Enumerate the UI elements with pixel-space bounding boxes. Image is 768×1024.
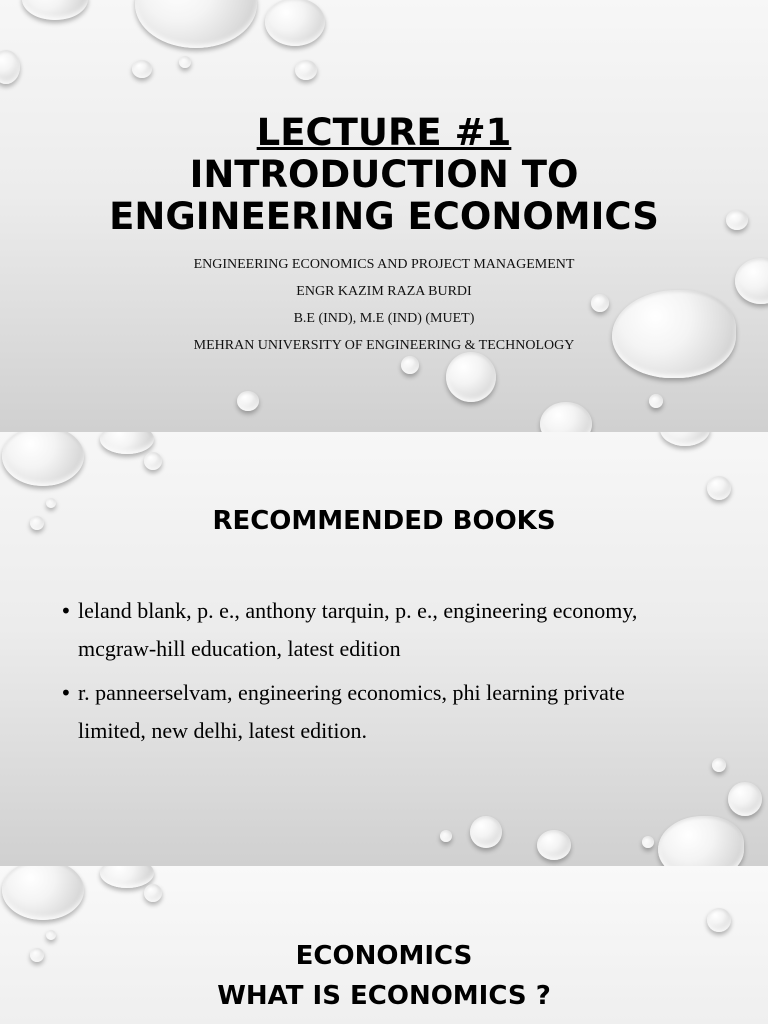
water-droplet bbox=[440, 830, 452, 842]
section-title bbox=[0, 936, 768, 1016]
water-droplet bbox=[22, 0, 88, 20]
lecture-title-line: INTRODUCTION TO bbox=[189, 153, 579, 196]
bullet-icon: • bbox=[60, 681, 72, 705]
water-droplet bbox=[537, 830, 571, 860]
water-droplet bbox=[540, 402, 592, 432]
book-list bbox=[60, 592, 660, 756]
water-droplet bbox=[135, 0, 257, 48]
course-name: ENGINEERING ECONOMICS AND PROJECT MANAGEMENT bbox=[193, 257, 575, 272]
book-reference: leland blank, p. e., anthony tarquin, p. e., engineering economy, mcgraw-hill education, latest edition bbox=[78, 598, 638, 661]
water-droplet bbox=[179, 56, 191, 68]
water-droplet bbox=[2, 432, 84, 486]
slide-recommended-books bbox=[0, 432, 768, 866]
slide-economics bbox=[0, 866, 768, 1024]
water-droplet bbox=[660, 432, 710, 446]
water-droplet bbox=[2, 866, 84, 920]
lecture-title-line: ENGINEERING ECONOMICS bbox=[109, 195, 659, 238]
bullet-icon: • bbox=[60, 599, 72, 623]
water-droplet bbox=[712, 758, 726, 772]
water-droplet bbox=[295, 60, 317, 80]
water-droplet bbox=[642, 836, 654, 848]
water-droplet bbox=[707, 476, 731, 500]
instructor-degrees: B.E (IND), M.E (IND) (MUET) bbox=[293, 311, 475, 326]
water-droplet bbox=[100, 866, 154, 888]
water-droplet bbox=[0, 50, 20, 84]
list-item bbox=[60, 592, 660, 668]
slide-title bbox=[0, 0, 768, 432]
section-title-line: ECONOMICS bbox=[295, 941, 473, 971]
water-droplet bbox=[100, 432, 154, 454]
lecture-subtitle bbox=[0, 251, 768, 359]
water-droplet bbox=[446, 352, 496, 402]
instructor-name: ENGR KAZIM RAZA BURDI bbox=[296, 284, 472, 299]
water-droplet bbox=[470, 816, 502, 848]
list-item bbox=[60, 674, 660, 750]
section-question: WHAT IS ECONOMICS ? bbox=[217, 981, 551, 1011]
water-droplet bbox=[728, 782, 762, 816]
university-name: MEHRAN UNIVERSITY OF ENGINEERING & TECHNOLOGY bbox=[193, 338, 575, 353]
water-droplet bbox=[144, 884, 162, 902]
water-droplet bbox=[144, 452, 162, 470]
water-droplet bbox=[237, 391, 259, 411]
water-droplet bbox=[649, 394, 663, 408]
book-reference: r. panneerselvam, engineering economics, phi learning private limited, new delhi, latest edition. bbox=[78, 680, 625, 743]
water-droplet bbox=[132, 60, 152, 78]
water-droplet bbox=[707, 908, 731, 932]
section-title: RECOMMENDED BOOKS bbox=[212, 506, 556, 536]
lecture-number: LECTURE #1 bbox=[256, 111, 512, 154]
water-droplet bbox=[658, 816, 744, 866]
lecture-title bbox=[0, 112, 768, 238]
water-droplet bbox=[265, 0, 325, 46]
